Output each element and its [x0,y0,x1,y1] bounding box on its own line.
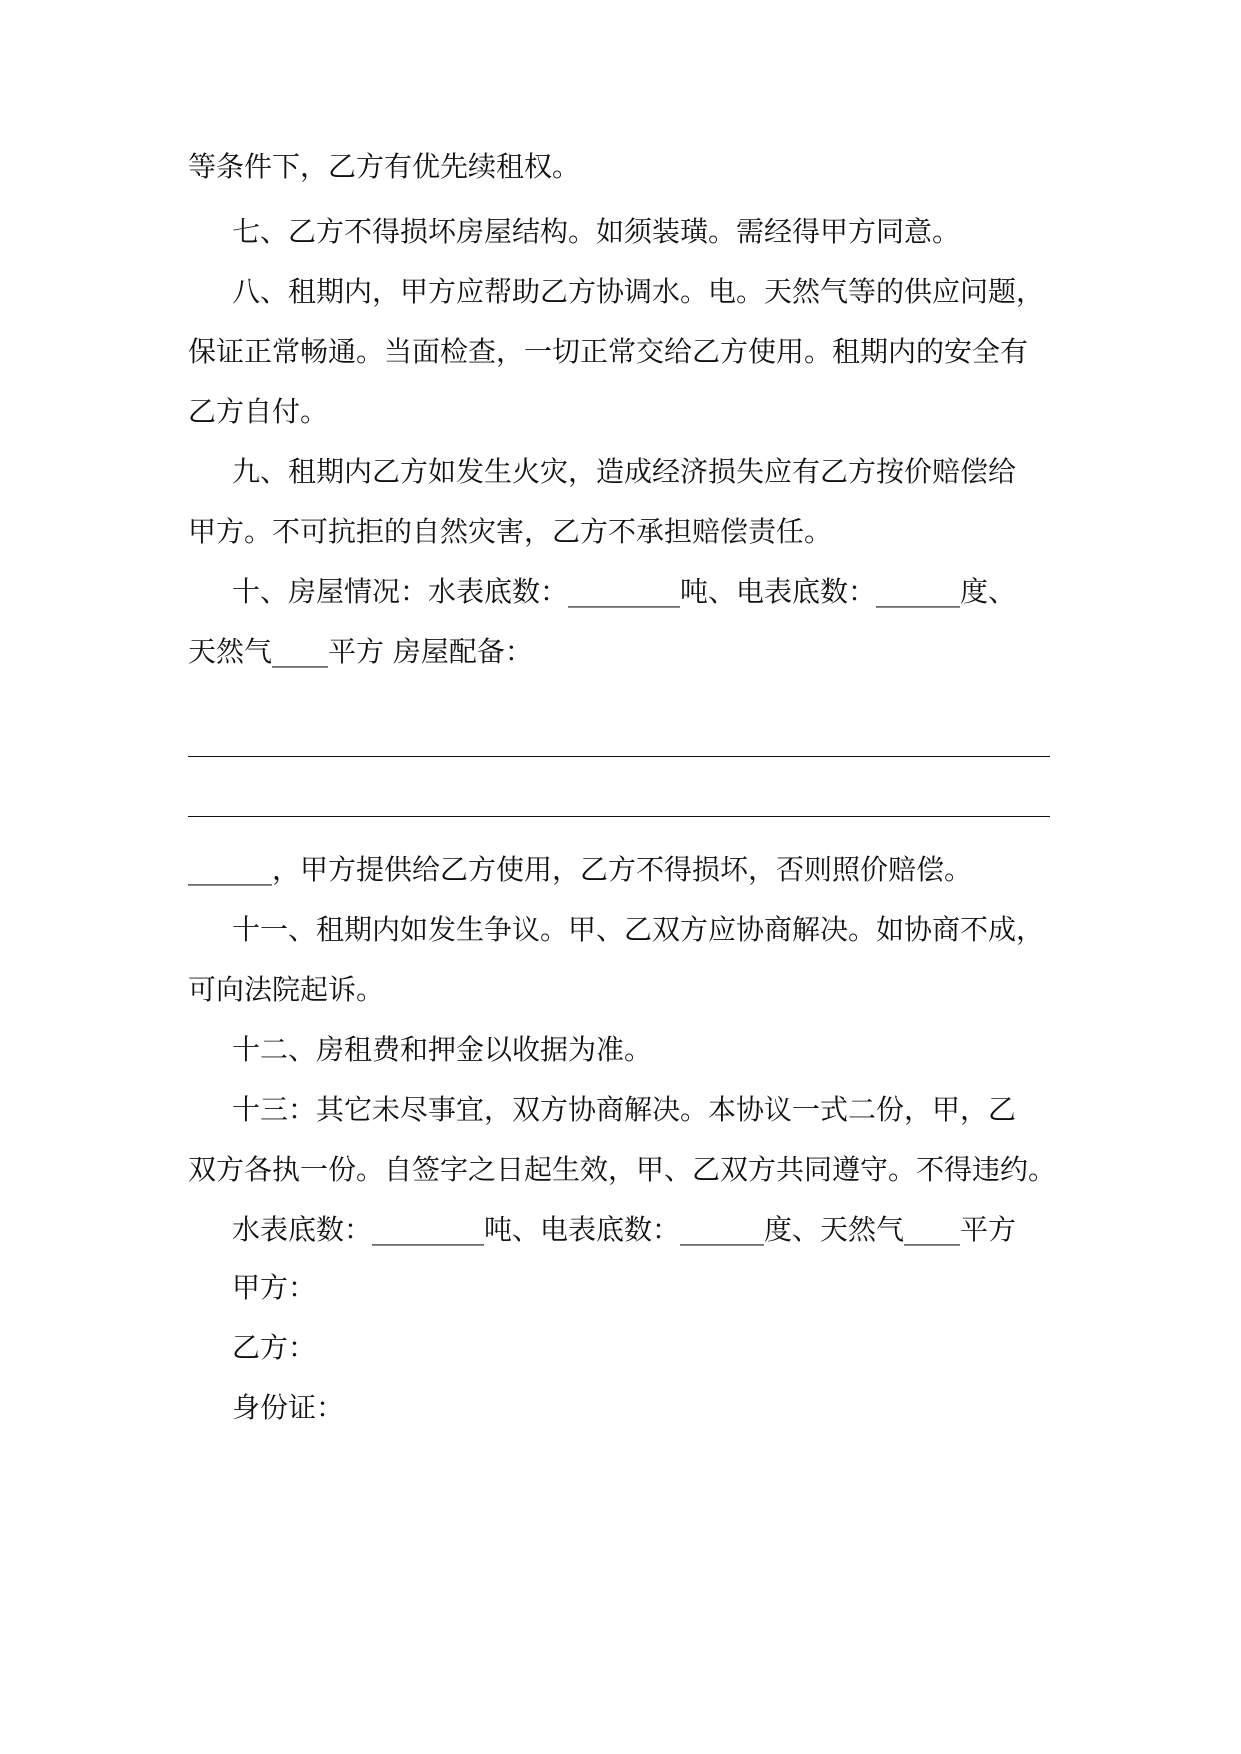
text-line: 甲方。不可抗拒的自然灾害，乙方不承担赔偿责任。 [188,515,833,548]
clause-12: 十二、房租费和押金以收据为准。 [232,1033,653,1066]
clause-11: 十一、租期内如发生争议。甲、乙双方应协商解决。如协商不成， [232,913,1045,946]
clause-10: 十、房屋情况：水表底数：________吨、电表底数：______度、 [232,575,1017,608]
party-b-label: 乙方： [232,1331,317,1364]
text-line: 保证正常畅通。当面检查，一切正常交给乙方使用。租期内的安全有 [188,335,1029,368]
text-line: 等条件下，乙方有优先续租权。 [188,150,581,183]
text-line: 天然气____平方 房屋配备： [188,635,533,668]
party-a-label: 甲方： [232,1271,317,1304]
text-line: ______，甲方提供给乙方使用，乙方不得损坏，否则照价赔偿。 [188,853,973,886]
clause-13: 十三：其它未尽事宜，双方协商解决。本协议一式二份，甲，乙 [232,1093,1017,1126]
text-line: 双方各执一份。自签字之日起生效，甲、乙双方共同遵守。不得违约。 [188,1153,1057,1186]
id-card-label: 身份证： [232,1391,345,1424]
fill-in-blank-line [188,816,1050,817]
clause-7: 七、乙方不得损坏房屋结构。如须装璜。需经得甲方同意。 [232,215,961,248]
fill-in-blank-line [188,756,1050,757]
clause-9: 九、租期内乙方如发生火灾，造成经济损失应有乙方按价赔偿给 [232,455,1017,488]
text-line: 可向法院起诉。 [188,973,385,1006]
clause-8: 八、租期内，甲方应帮助乙方协调水。电。天然气等的供应问题， [232,275,1045,308]
meter-readings: 水表底数：________吨、电表底数：______度、天然气____平方 [232,1213,1017,1246]
text-line: 乙方自付。 [188,395,329,428]
